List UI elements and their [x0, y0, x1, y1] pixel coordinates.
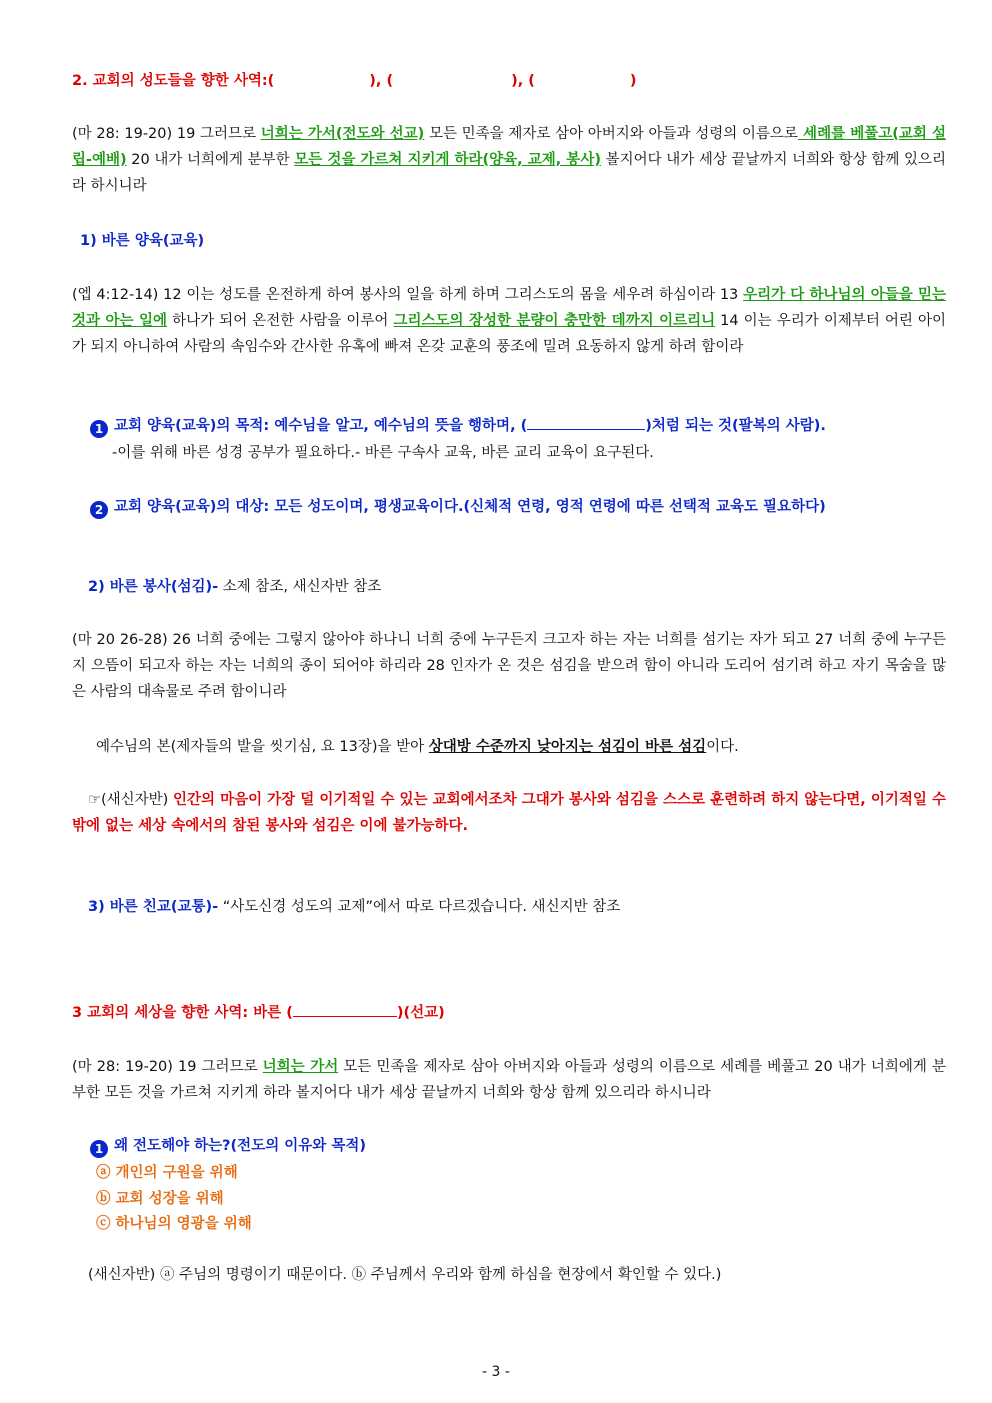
scripture-ephesians-4 — [72, 282, 946, 360]
reason-item: ⓒ 하나님의 영광을 위해 — [96, 1216, 252, 1232]
highlight: 세례를 베풀고(교회 설립-예배) — [72, 126, 946, 168]
text: 20 내가 너희에게 분부한 — [126, 152, 295, 168]
highlight: 너희는 가서(전도와 선교) — [260, 126, 425, 142]
text: )처럼 되는 것(팔복의 사람). — [645, 418, 826, 434]
why-evangelize-heading — [90, 1133, 946, 1159]
reason-item: ⓐ 개인의 구원을 위해 — [96, 1165, 238, 1181]
fill-blank — [293, 1002, 397, 1017]
text: 모든 민족을 제자로 삼아 아버지와 아들과 성령의 이름으로 세례를 베풀고 20 내가 너희에게 분부한 모든 것을 가르쳐 지키게 하라 볼지어다 내가 세상 끝날까지 너희와 항상 함께 있으리라 하시니라 — [72, 1059, 946, 1101]
text: 3 교회의 세상을 향한 사역: 바른 ( — [72, 1005, 293, 1021]
highlight: 너희는 가서 — [262, 1059, 339, 1075]
fill-blank — [527, 415, 645, 430]
text: 이다. — [706, 739, 739, 755]
text: 모든 민족을 제자로 삼아 아버지와 아들과 성령의 이름으로 — [424, 126, 798, 142]
subsection-1-heading: 1) 바른 양육(교육) — [80, 233, 205, 249]
highlight: 상대방 수준까지 낮아지는 섬김이 바른 섬김 — [428, 739, 707, 755]
text: 예수님의 본(제자들의 발을 씻기심, 요 13장)을 받아 — [96, 739, 429, 755]
highlight: 우리가 다 하나님의 아들을 믿는 것과 아는 일에 — [72, 287, 946, 329]
highlight: 인간의 마음이 가장 덜 이기적일 수 있는 교회에서조차 그대가 봉사와 섬김을 스스로 훈련하려 하지 않는다면, 이기적일 수밖에 없는 세상 속에서의 참된 봉사와 섬김은 이에 불가능하다. — [72, 792, 946, 834]
text: 교회 양육(교육)의 목적: 예수님을 알고, 예수님의 뜻을 행하며, ( — [114, 418, 528, 434]
servant-example — [96, 734, 946, 760]
title: 2) 바른 봉사(섬김)- — [88, 579, 219, 595]
section-2-heading — [72, 68, 946, 94]
text: (마 28: 19-20) 19 그러므로 — [72, 126, 261, 142]
education-target — [90, 494, 946, 520]
reason-item: ⓑ 교회 성장을 위해 — [96, 1191, 224, 1207]
new-believer-reasons: (새신자반) ⓐ 주님의 명령이기 때문이다. ⓑ 주님께서 우리와 함께 하심을 현장에서 확인할 수 있다.) — [88, 1267, 722, 1283]
subsection-3-heading — [88, 894, 946, 920]
text: (마 28: 19-20) 19 그러므로 — [72, 1059, 263, 1075]
text: 볼지어다 내가 세상 끝날까지 너희와 항상 함께 있으리라 하시니라 — [72, 152, 946, 194]
text: 하나가 되어 온전한 사람을 이루어 — [167, 313, 394, 329]
subsection-2-heading — [88, 574, 946, 600]
blank-separator: ), ( — [511, 73, 535, 89]
section-2-title: 2. 교회의 성도들을 향한 사역:( — [72, 73, 275, 89]
scripture-matthew-28-second — [72, 1054, 946, 1106]
title: 3) 바른 친교(교통)- — [88, 899, 219, 915]
text: “사도신경 성도의 교제”에서 따로 다르겠습니다. 새신지반 참조 — [218, 899, 621, 915]
text: )(선교) — [396, 1005, 445, 1021]
text: (엡 4:12-14) 12 이는 성도를 온전하게 하여 봉사의 일을 하게 하며 그리스도의 몸을 세우려 하심이라 13 — [72, 287, 744, 303]
blank-end: ) — [629, 73, 637, 89]
section-3-heading — [72, 1000, 946, 1026]
highlight: 모든 것을 가르쳐 지키게 하라(양육, 교제, 봉사) — [294, 152, 601, 168]
text: 소제 참조, 새신자반 참조 — [218, 579, 382, 595]
education-note: -이를 위해 바른 성경 공부가 필요하다.- 바른 구속사 교육, 바른 교리 교육이 요구된다. — [112, 445, 654, 461]
text: 왜 전도해야 하는?(전도의 이유와 목적) — [114, 1138, 366, 1154]
number-marker-icon: 2 — [90, 501, 108, 519]
highlight: 그리스도의 장성한 분량이 충만한 데까지 이르리니 — [393, 313, 716, 329]
scripture-matthew-28 — [72, 121, 946, 199]
blank-separator: ), ( — [369, 73, 394, 89]
text: ☞(새신자반) — [88, 792, 173, 808]
new-believer-note — [72, 787, 946, 839]
scripture-matthew-20: (마 20 26-28) 26 너희 중에는 그렇지 않아야 하나니 너희 중에 누구든지 크고자 하는 자는 너희를 섬기는 자가 되고 27 너희 중에 누구든지 으뜸이 되고자 하는 자는 너희의 종이 되어야 하리라 28 인자가 온 것은 섬김을 받으려 함이 아니라 도리어 섬기려 하고 자기 목숨을 많은 사람의 대속물로 주려 함이니라 — [72, 632, 946, 700]
page-number: - 3 - — [482, 1364, 510, 1380]
education-purpose — [90, 413, 946, 439]
number-marker-icon: 1 — [90, 1140, 108, 1158]
text: 14 이는 우리가 이제부터 어린 아이가 되지 아니하여 사람의 속임수와 간사한 유혹에 빠져 온갖 교훈의 풍조에 밀려 요동하지 않게 하려 함이라 — [72, 313, 946, 355]
number-marker-icon: 1 — [90, 420, 108, 438]
text: 교회 양육(교육)의 대상: 모든 성도이며, 평생교육이다.(신체적 연령, 영적 연령에 따른 선택적 교육도 필요하다) — [114, 499, 826, 515]
